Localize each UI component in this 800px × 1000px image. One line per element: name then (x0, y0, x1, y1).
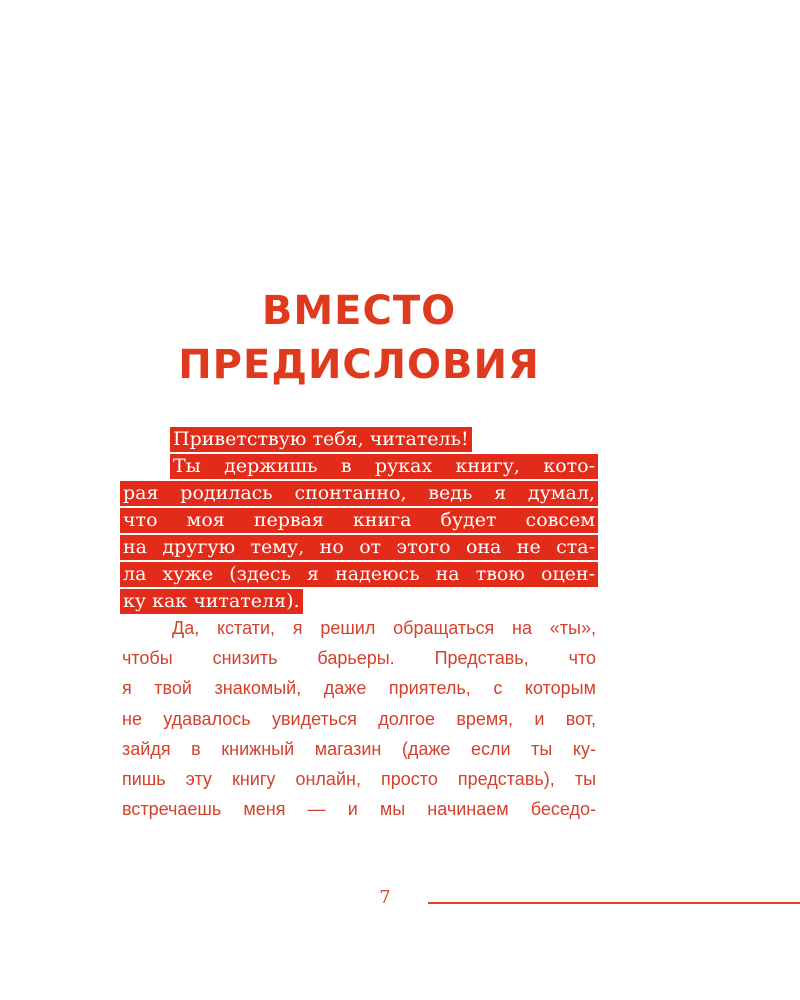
body-line: встречаешь меня — и мы начинаем беседо- (122, 799, 596, 820)
highlighted-line: ла хуже (здесь я надеюсь на твою оцен- (120, 562, 598, 587)
highlighted-line: Ты держишь в руках книгу, кото- (120, 454, 598, 479)
body-line: зайдя в книжный магазин (даже если ты ку- (122, 738, 596, 759)
body-line: не удавалось увидеться долгое время, и вот, (122, 708, 596, 729)
highlighted-line: что моя первая книга будет совсем (120, 508, 598, 533)
highlighted-line: ку как читателя). (120, 589, 598, 614)
highlighted-line: на другую тему, но от этого она не ста- (120, 535, 598, 560)
body-line: пишь эту книгу онлайн, просто представь), ты (122, 769, 596, 790)
body-line: я твой знакомый, даже приятель, с которым (122, 678, 596, 699)
body-paragraph (122, 613, 596, 824)
highlighted-line: Приветствую тебя, читатель! (120, 427, 598, 452)
chapter-title-line-2: ПРЕДИСЛОВИЯ (178, 342, 540, 388)
highlighted-passage (120, 427, 598, 616)
page-number: 7 (379, 887, 391, 908)
chapter-title (120, 284, 598, 392)
body-line: Да, кстати, я решил обращаться на «ты», (172, 618, 596, 638)
highlighted-line: рая родилась спонтанно, ведь я думал, (120, 481, 598, 506)
body-line: чтобы снизить барьеры. Представь, что (122, 648, 596, 669)
chapter-title-line-1: ВМЕСТО (261, 288, 457, 334)
footer-rule (428, 902, 800, 904)
